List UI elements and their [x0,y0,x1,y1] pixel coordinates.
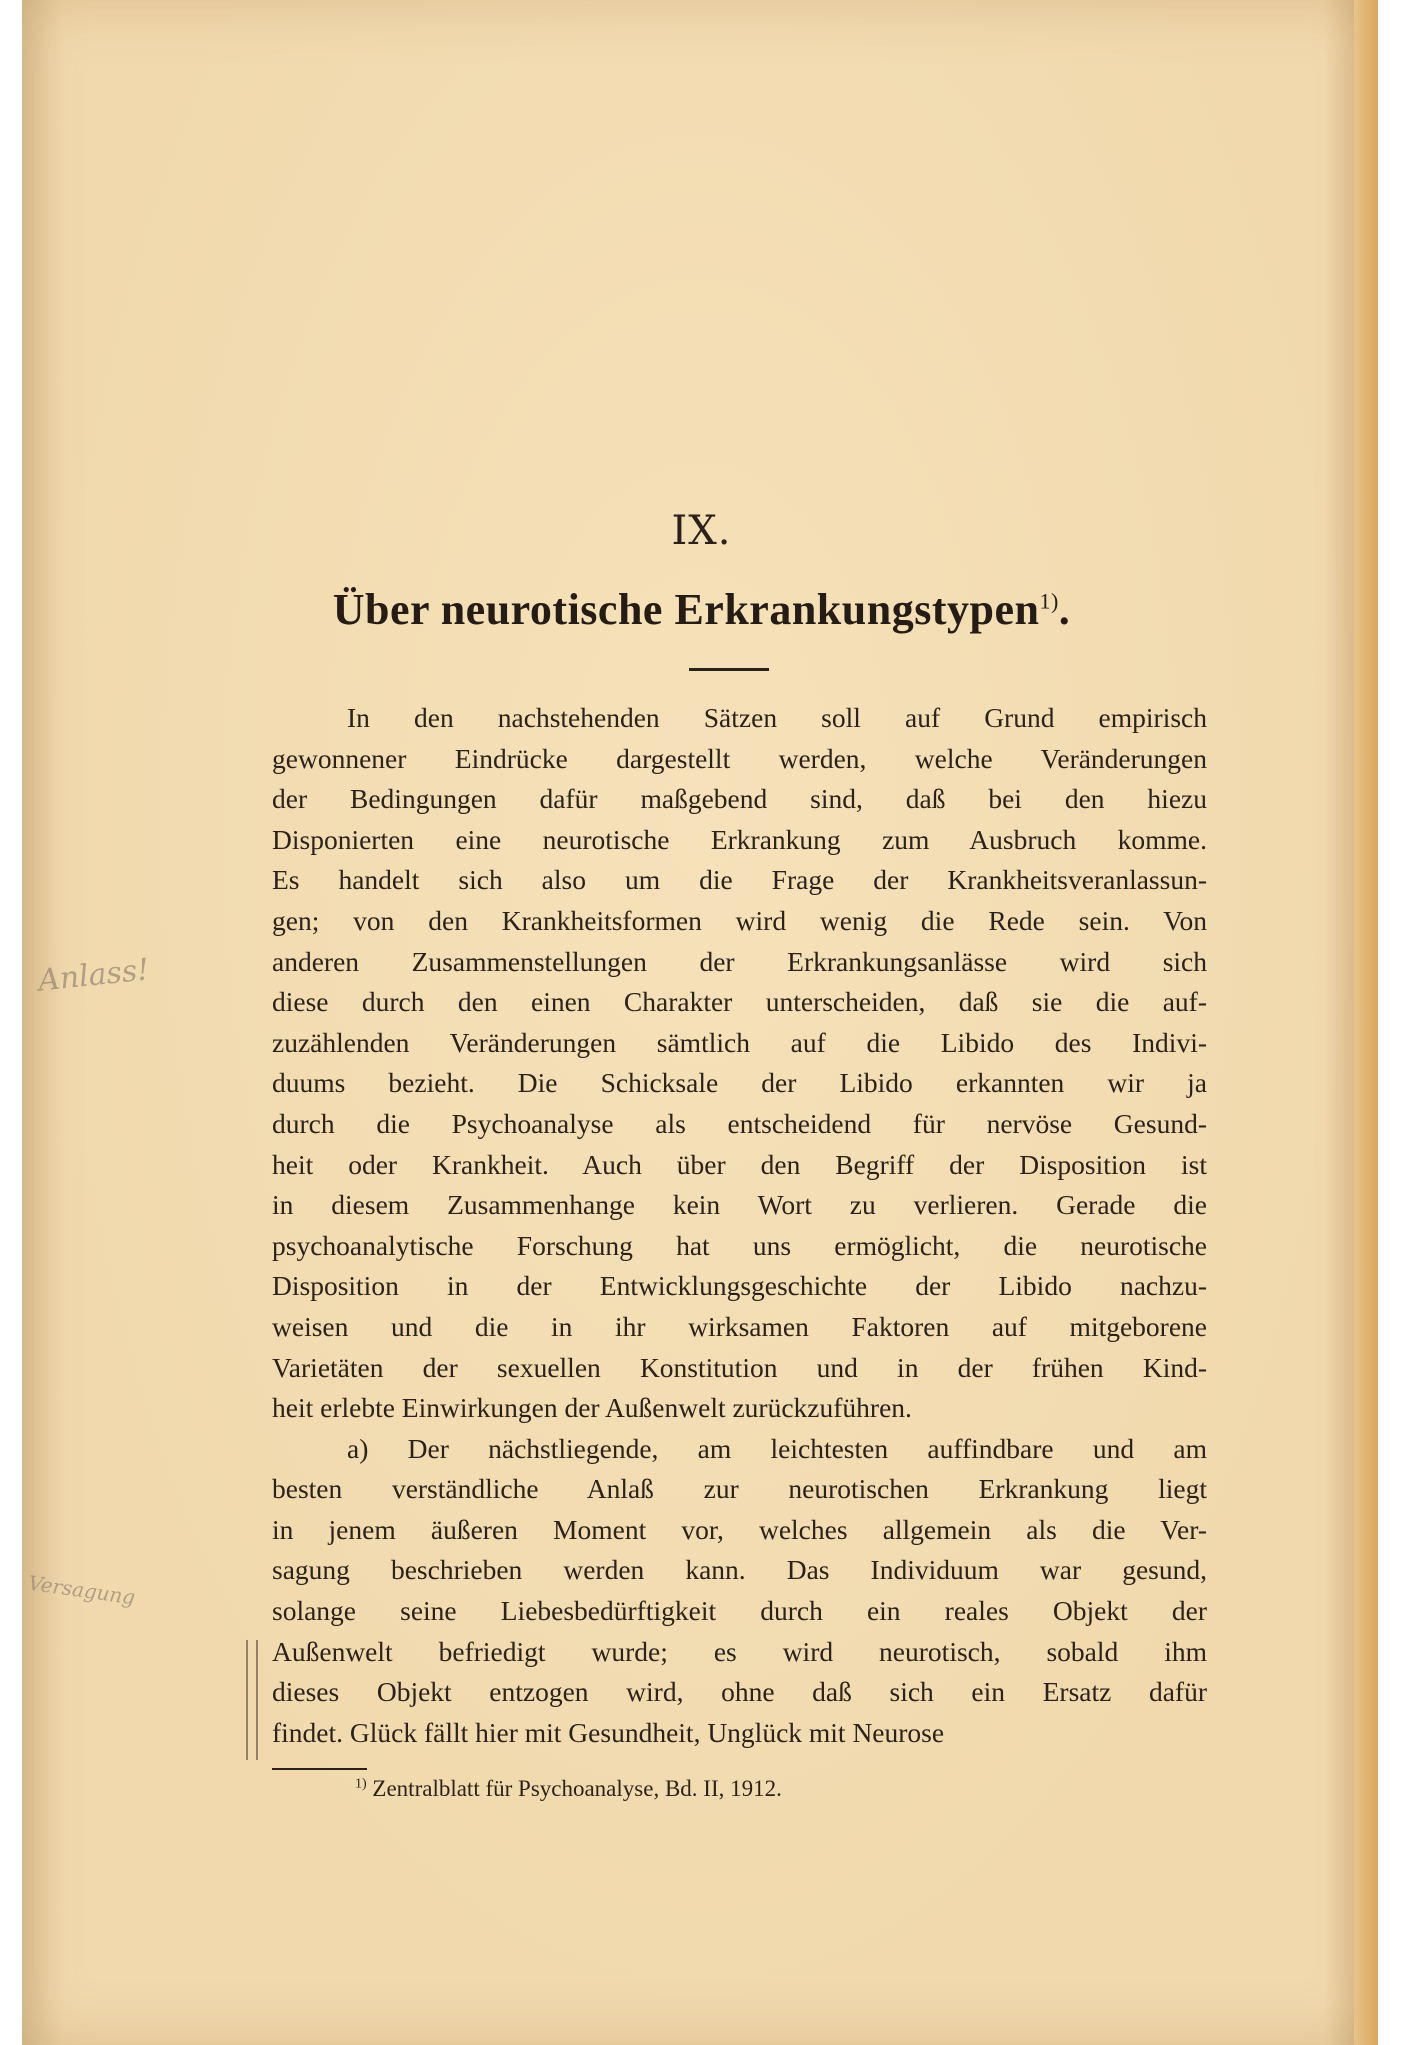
text-line: durch die Psychoanalyse als entscheidend für nervöse Gesund- [272,1107,1207,1139]
footnote-divider [272,1768,367,1770]
chapter-title: Über neurotische Erkrankungstypen$^{1)}$. [332,585,1071,634]
text-line: findet. Glück fällt hier mit Gesundheit, Unglück mit Neurose [272,1716,945,1748]
footnote [355,1776,782,1802]
margin-note-lower: Versagung [26,1570,137,1610]
text-line: heit oder Krankheit. Auch über den Begriff der Disposition ist [272,1148,1207,1180]
margin-note-upper: Anlass! [36,952,151,999]
title-footnote-marker: 1) [1039,588,1059,614]
text-line: Es handelt sich also um die Frage der Krankheitsveranlassun- [272,864,1207,896]
text-line: solange seine Liebesbedürftigkeit durch ein reales Objekt der [272,1595,1207,1627]
chapter-number: IX. [671,508,732,554]
text-line: in jenem äußeren Moment vor, welches allgemein als die Ver- [272,1513,1207,1545]
margin-mark-bars [246,1640,258,1760]
chapter-title-text: Über neurotische Erkrankungstypen [332,585,1040,634]
text-line: In den nachstehenden Sätzen soll auf Grund empirisch [347,702,1207,733]
text-line: heit erlebte Einwirkungen der Außenwelt zurückzuführen. [272,1392,912,1424]
text-line: diese durch den einen Charakter unterscheiden, daß sie die auf- [272,986,1207,1018]
text-line: Disposition in der Entwicklungsgeschichte der Libido nachzu- [272,1270,1207,1302]
title-divider [689,668,769,671]
text-line: Disponierten eine neurotische Erkrankung zum Ausbruch komme. [272,823,1207,855]
text-line: Varietäten der sexuellen Konstitution und in der frühen Kind- [272,1351,1207,1383]
text-line: der Bedingungen dafür maßgebend sind, daß bei den hiezu [272,783,1207,815]
text-line: sagung beschrieben werden kann. Das Individuum war gesund, [272,1554,1207,1586]
paragraph-1 [272,698,1207,1429]
footnote-marker: 1) [355,1776,367,1792]
text-line: in diesem Zusammenhange kein Wort zu verlieren. Gerade die [272,1189,1207,1221]
footnote-text: Zentralblatt für Psychoanalyse, Bd. II, 1912. [372,1776,782,1801]
text-line: a) Der nächstliegende, am leichtesten auffindbare und am [347,1432,1207,1464]
page-edge [1354,0,1378,2045]
text-line: gen; von den Krankheitsformen wird wenig die Rede sein. Von [272,904,1207,936]
text-line: duums bezieht. Die Schicksale der Libido erkannten wir ja [272,1067,1207,1099]
paragraph-2 [272,1429,1207,1754]
text-line: anderen Zusammenstellungen der Erkrankungsanlässe wird sich [272,945,1207,977]
text-line: psychoanalytische Forschung hat uns ermöglicht, die neurotische [272,1229,1207,1261]
text-line: weisen und die in ihr wirksamen Faktoren auf mitgeborene [272,1310,1207,1342]
text-line: besten verständliche Anlaß zur neurotischen Erkrankung liegt [272,1473,1207,1505]
text-line: zuzählenden Veränderungen sämtlich auf die Libido des Indivi- [272,1026,1207,1058]
body-text [272,698,1207,1753]
text-line: dieses Objekt entzogen wird, ohne daß sich ein Ersatz dafür [272,1676,1207,1708]
text-line: Außenwelt befriedigt wurde; es wird neurotisch, sobald ihm [272,1635,1207,1667]
text-line: gewonnener Eindrücke dargestellt werden, welche Veränderungen [272,742,1207,774]
